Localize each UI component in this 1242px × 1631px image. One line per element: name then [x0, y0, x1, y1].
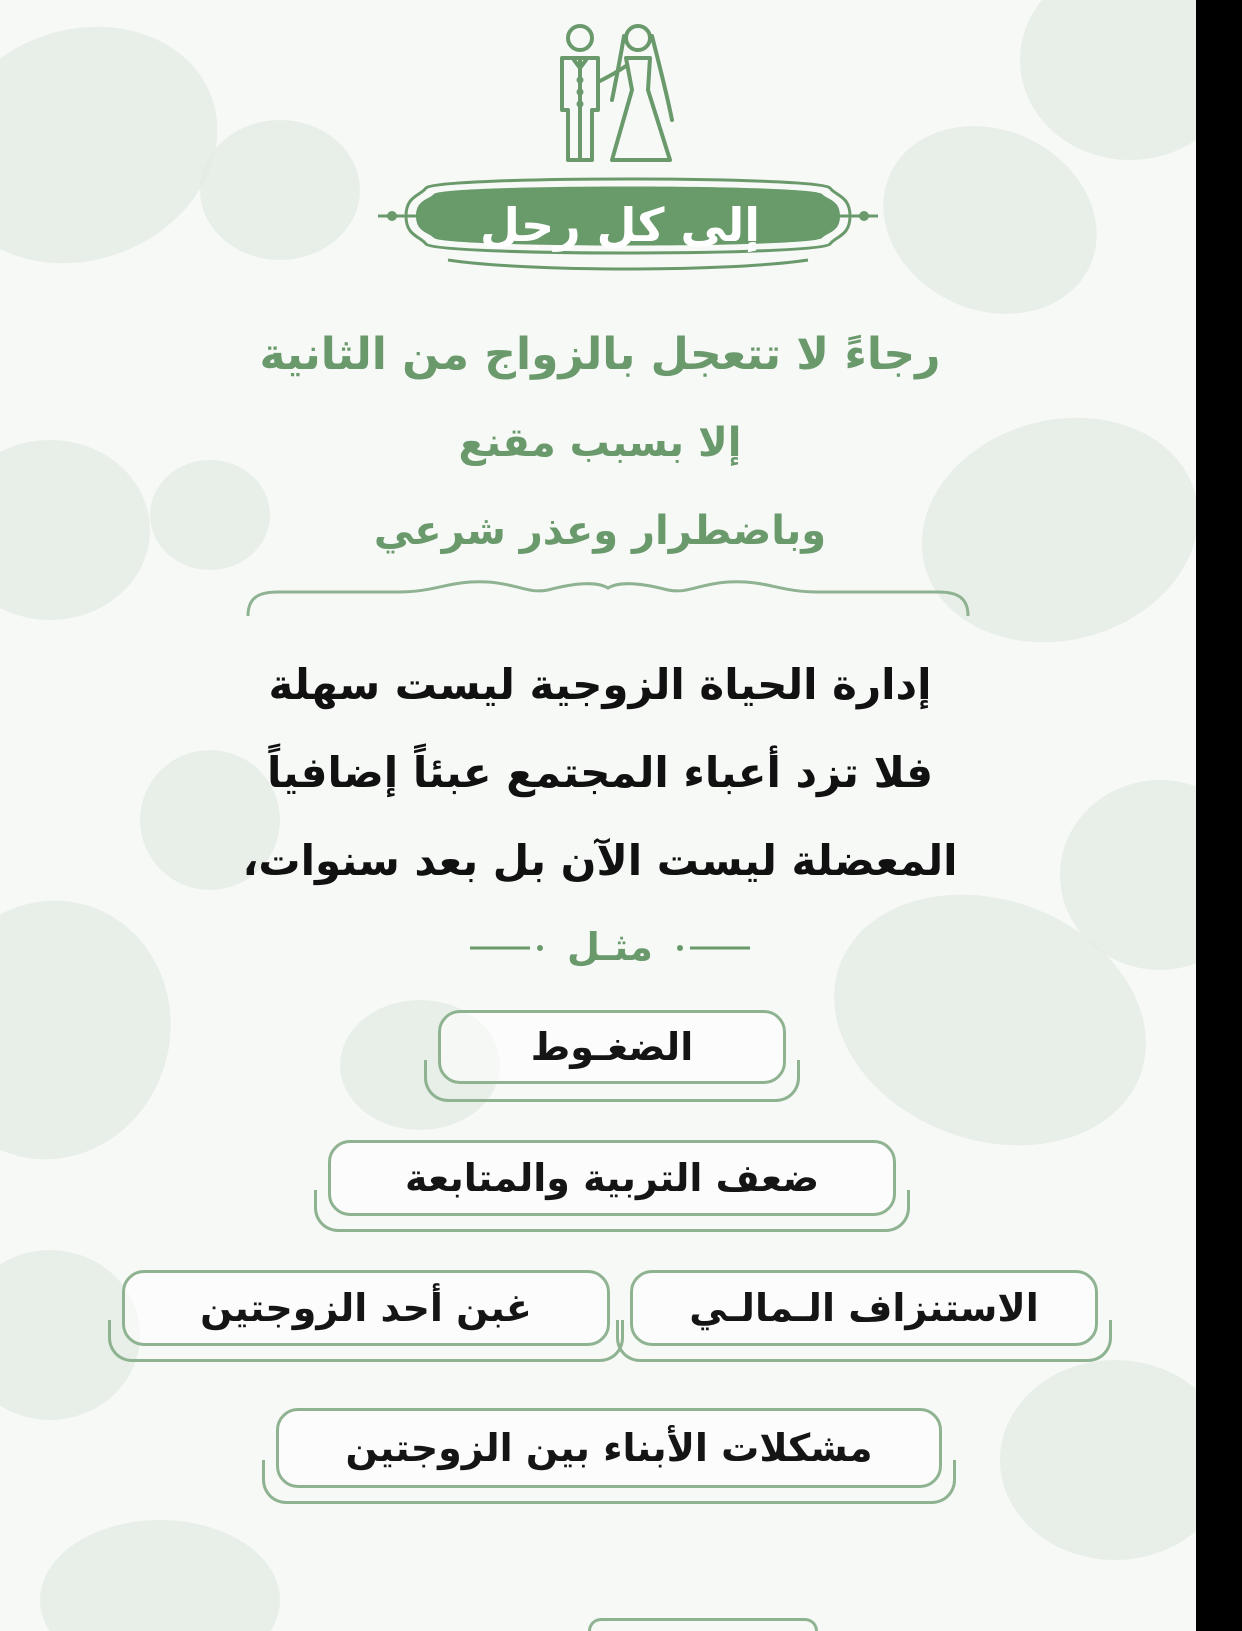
body-line-3: المعضلة ليست الآن بل بعد سنوات، [242, 836, 958, 885]
body-line-1: إدارة الحياة الزوجية ليست سهلة [268, 660, 932, 709]
screen-edge [1196, 0, 1242, 1631]
body-line-2: فلا تزد أعباء المجتمع عبئاً إضافياً [267, 748, 933, 797]
background-blob [1020, 0, 1196, 160]
example-text-injustice: غبن أحد الزوجتين [200, 1286, 532, 1330]
headline-line-1: رجاءً لا تتعجل بالزواج من الثانية [259, 329, 941, 380]
next-pill-partial [588, 1618, 818, 1631]
background-blob [1000, 1360, 1196, 1560]
background-blob [200, 120, 360, 260]
example-text-children: مشكلات الأبناء بين الزوجتين [345, 1426, 873, 1470]
background-blob [0, 873, 200, 1186]
background-blob [40, 1520, 280, 1631]
wavy-divider [238, 572, 978, 622]
example-text-financial: الاستنزاف الـمالـي [689, 1286, 1039, 1330]
headline-line-2: إلا بسبب مقنع [458, 420, 742, 466]
background-blob [0, 440, 150, 620]
example-text-stress: الضغـوط [530, 1025, 694, 1069]
bride-groom-icon [540, 20, 690, 170]
headline-line-3: وباضطرار وعذر شرعي [373, 508, 827, 554]
example-label: مثـل [567, 925, 653, 969]
page-title: إلى كل رجل [479, 198, 761, 252]
example-text-upbringing: ضعف التربية والمتابعة [404, 1156, 820, 1200]
